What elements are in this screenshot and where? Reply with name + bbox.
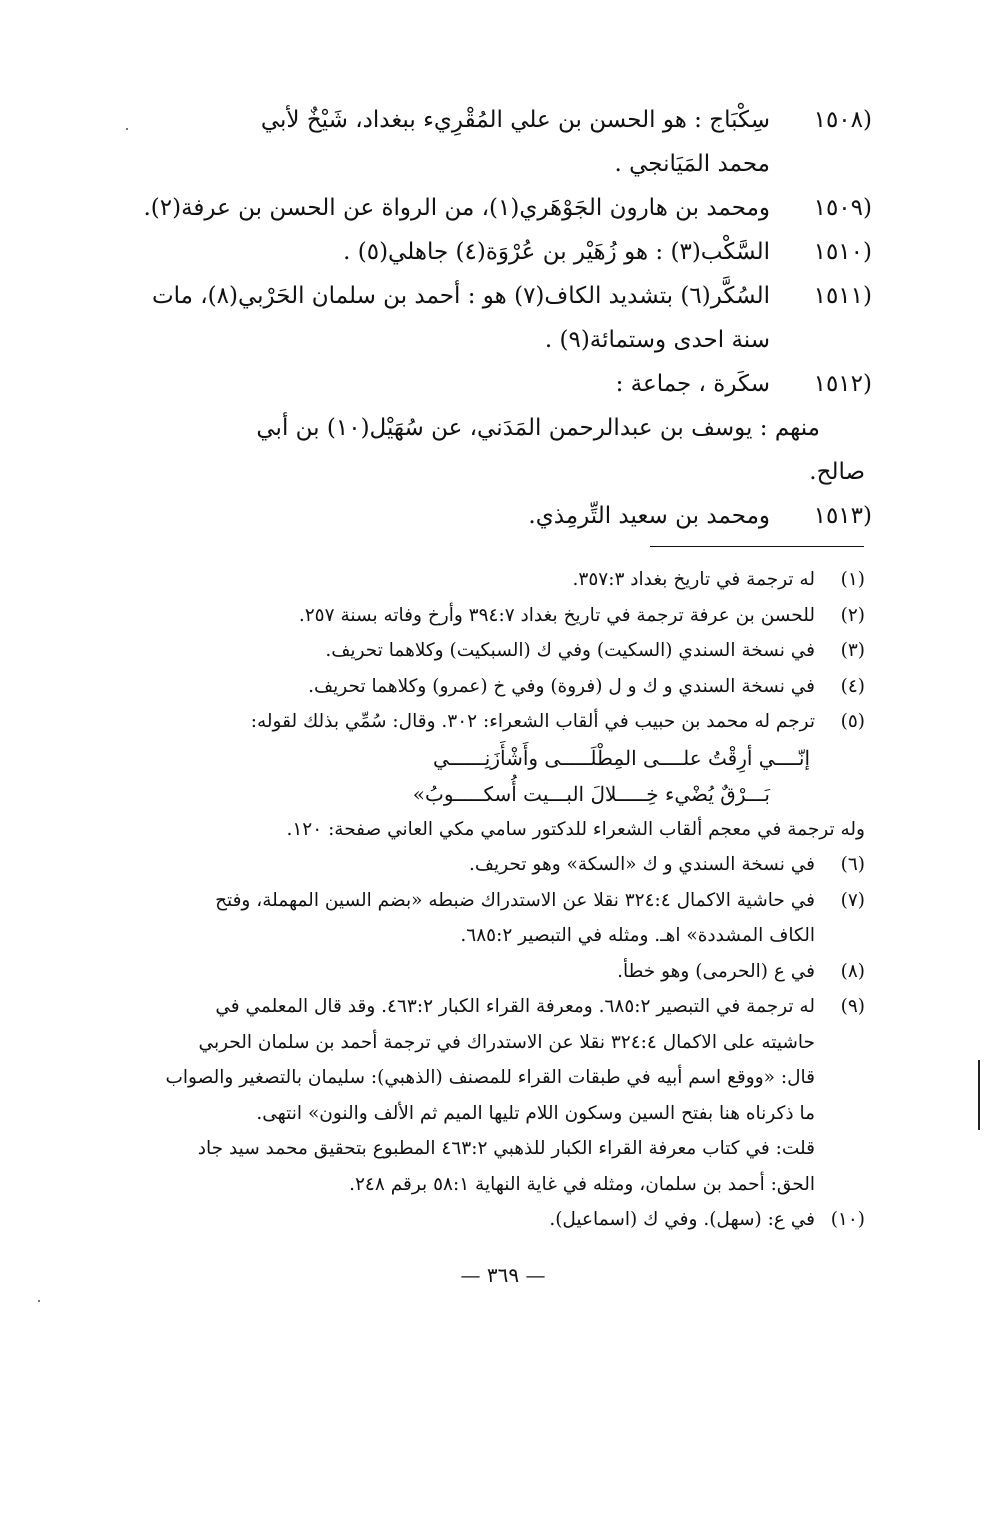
- footnote-9: [135, 989, 865, 1202]
- entry-number: ١٥١٠): [813, 239, 872, 265]
- footnote-number: (٦): [840, 854, 865, 875]
- footnote-number: (٣): [840, 640, 865, 661]
- footnote-8: [135, 954, 865, 990]
- footnote-line: في حاشية الاكمال ٣٢٤:٤ نقلا عن الاستدراك ضبطه «بضم السين المهملة، وفتح: [215, 889, 815, 911]
- footnote-separator: [650, 546, 864, 547]
- entry-number: ١٥١١): [813, 283, 872, 309]
- footnote-line: الكاف المشددة» اهـ. ومثله في التبصير ٦٨٥:٢.: [460, 925, 815, 946]
- verse-line: بَـــرْقٌ يُضْيء خِـــــلالَ البـــيت أُسكـــــوبُ»: [412, 781, 770, 806]
- entry-line: ومحمد بن هارون الجَوْهَري(١)، من الرواة عن الحسن بن عرفة(٢).: [143, 195, 770, 221]
- footnote-line: قلت: في كتاب معرفة القراء الكبار للذهبي ٤٦٣:٢ المطبوع بتحقيق محمد سيد جاد: [197, 1138, 815, 1159]
- footnote-line: ما ذكرناه هنا بفتح السين وسكون اللام تليها الميم ثم الألف والنون» انتهى.: [256, 1102, 815, 1124]
- footnote-1: [135, 562, 865, 598]
- entry-number: ١٥١٢): [813, 371, 872, 397]
- footnote-line: في نسخة السندي (السكيت) وفي ك (السبكيت) وكلاهما تحريف.: [325, 640, 815, 661]
- scan-speck: [126, 128, 128, 130]
- entry-number: ١٥٠٩): [813, 195, 872, 221]
- footnote-5: [135, 704, 865, 847]
- footnote-line: وله ترجمة في معجم ألقاب الشعراء للدكتور سامي مكي العاني صفحة: ١٢٠.: [286, 818, 865, 840]
- footnote-number: (٩): [840, 996, 865, 1017]
- footnote-6: [135, 847, 865, 883]
- entry-line: السُكَّر(٦) بتشديد الكاف(٧) هو : أحمد بن سلمان الحَرْبي(٨)، مات: [151, 283, 770, 309]
- footnote-line: قال: «ووقع اسم أبيه في طبقات القراء للمصنف (الذهبي): سليمان بالتصغير والصواب: [165, 1067, 815, 1088]
- footnote-line: ترجم له محمد بن حبيب في ألقاب الشعراء: ٣٠٢. وقال: سُمِّي بذلك لقوله:: [250, 711, 815, 732]
- footnote-2: [135, 598, 865, 634]
- poem-verse: [135, 740, 810, 812]
- entry-line: السَّكْب(٣) : هو زُهَيْر بن عُرْوَة(٤) جاهلي(٥) .: [343, 239, 770, 265]
- footnote-line: له ترجمة في تاريخ بغداد ٣٥٧:٣.: [572, 569, 815, 590]
- footnote-7: [135, 883, 865, 954]
- footnote-line: في ع (الحرمى) وهو خطأ.: [617, 960, 815, 982]
- footnote-number: (٧): [840, 889, 865, 911]
- entry-1512-continued: [135, 406, 865, 494]
- entry-line: صالح.: [809, 459, 865, 485]
- footnote-line: في نسخة السندي و ك و ل (فروة) وفي خ (عمرو) وكلاهما تحريف.: [308, 675, 815, 697]
- verse-line: إنّــــي أرِقْتُ علــــى المِطْلَـــــى وأَشْأَزَنِــــــي: [432, 745, 810, 770]
- footnote-line: في نسخة السندي و ك «السكة» وهو تحريف.: [469, 854, 815, 875]
- footnote-line: الحق: أحمد بن سلمان، ومثله في غاية النهاية ٥٨:١ برقم ٢٤٨.: [349, 1173, 815, 1195]
- entry-1513: [135, 494, 872, 538]
- footnote-number: (١٠): [830, 1209, 865, 1230]
- entry-number: ١٥٠٨): [813, 107, 872, 133]
- footnote-line: له ترجمة في التبصير ٦٨٥:٢. ومعرفة القراء الكبار ٤٦٣:٢. وقد قال المعلمي في: [215, 996, 815, 1017]
- margin-mark: [978, 1060, 980, 1130]
- entry-number: ١٥١٣): [813, 503, 872, 529]
- entry-line: ومحمد بن سعيد التِّرمِذي.: [528, 503, 770, 529]
- entry-1512: [135, 362, 872, 406]
- entry-line: محمد المَيَانجي .: [614, 151, 770, 177]
- footnote-10: [135, 1202, 865, 1238]
- scan-speck: [38, 1300, 40, 1302]
- footnote-line: في ع: (سهل). وفي ك (اسماعيل).: [549, 1209, 815, 1230]
- entry-1509: [135, 186, 872, 230]
- footnote-number: (٤): [840, 675, 865, 697]
- entry-1510: [135, 230, 872, 274]
- footnote-line: للحسن بن عرفة ترجمة في تاريخ بغداد ٣٩٤:٧ وأرخ وفاته بسنة ٢٥٧.: [298, 604, 815, 626]
- entry-line: سِكْبَاج : هو الحسن بن علي المُقْرِيء ببغداد، شَيْخٌ لأبي: [260, 107, 770, 133]
- page-number: — ٣٦٩ —: [460, 1263, 546, 1287]
- entry-line: سكَرة ، جماعة :: [615, 371, 770, 397]
- entry-line: منهم : يوسف بن عبدالرحمن المَدَني، عن سُهَيْل(١٠) بن أبي: [256, 415, 820, 441]
- main-text: [135, 98, 872, 538]
- entry-1511: [135, 274, 872, 362]
- footnote-number: (١): [840, 569, 865, 590]
- footnotes: [135, 562, 865, 1238]
- footnote-3: [135, 633, 865, 669]
- footnote-number: (٢): [840, 604, 865, 626]
- entry-line: سنة احدى وستمائة(٩) .: [544, 327, 770, 353]
- footnote-number: (٨): [840, 960, 865, 982]
- footnote-line: حاشيته على الاكمال ٣٢٤:٤ نقلا عن الاستدراك في ترجمة أحمد بن سلمان الحربي: [198, 1031, 815, 1053]
- footnote-number: (٥): [840, 711, 865, 732]
- entry-1508: [135, 98, 872, 186]
- footnote-4: [135, 669, 865, 705]
